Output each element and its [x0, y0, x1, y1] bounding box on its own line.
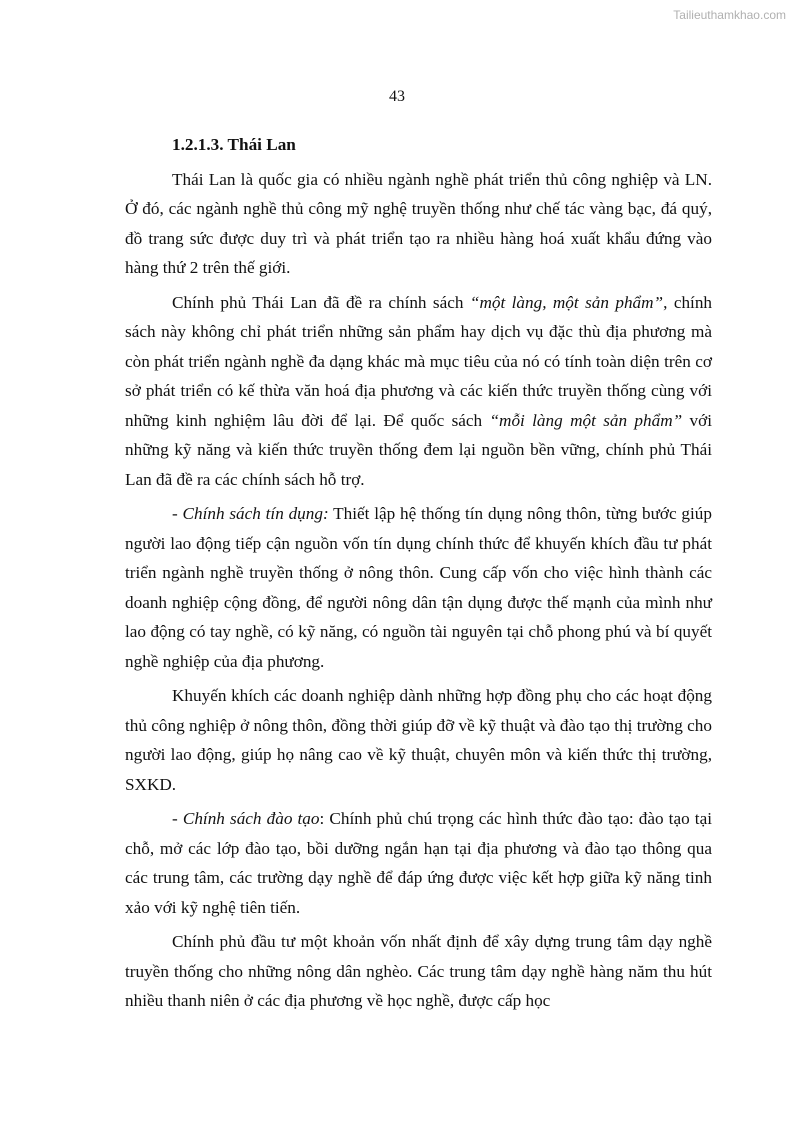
- paragraph-4: Khuyến khích các doanh nghiệp dành những hợp đồng phụ cho các hoạt động thủ công nghiệp ở nông thôn, đồng thời giúp đỡ về kỹ thuật và đào tạo thị trường cho người lao động, giúp họ nâng cao về kỹ thuật, chuyên môn và kiến thức thị trường, SXKD.: [125, 686, 712, 794]
- paragraph-2-italic-policy-2: “mỗi làng một sản phẩm”: [489, 410, 683, 430]
- credit-policy-prefix: -: [172, 504, 183, 523]
- credit-policy-text: Thiết lập hệ thống tín dụng nông thôn, từng bước giúp người lao động tiếp cận nguồn vốn tín dụng chính thức để khuyến khích đầu tư phát triển ngành nghề truyền thống ở nông thôn. Cung cấp vốn cho việc hình thành các doanh nghiệp cộng đồng, để người nông dân tận dụng được thế mạnh của mình như lao động có tay nghề, có kỹ năng, có nguồn tài nguyên tại chỗ phong phú và bí quyết nghề nghiệp của địa phương.: [125, 504, 712, 671]
- section-heading: 1.2.1.3. Thái Lan: [172, 135, 296, 154]
- paragraph-credit-policy: [125, 499, 712, 676]
- paragraph-training-policy: [125, 804, 712, 922]
- paragraph-1: Thái Lan là quốc gia có nhiều ngành nghề phát triển thủ công nghiệp và LN. Ở đó, các ngành nghề thủ công mỹ nghệ truyền thống như chế tác vàng bạc, đá quý, đồ trang sức được duy trì và phát triển tạo ra nhiều hàng hoá xuất khẩu đứng vào hàng thứ 2 trên thế giới.: [125, 169, 712, 277]
- paragraph-6: Chính phủ đầu tư một khoản vốn nhất định để xây dựng trung tâm dạy nghề truyền thống cho những nông dân nghèo. Các trung tâm dạy nghề hàng năm thu hút nhiều thanh niên ở các địa phương về học nghề, được cấp học: [125, 932, 712, 1010]
- paragraph-2-text-e: với những kỹ năng và kiến thức truyền thống đem lại nguồn bền vững, chính phủ Thái Lan đã đề ra các chính sách hỗ trợ.: [125, 410, 712, 489]
- document-body: [125, 130, 712, 1016]
- page-number: 43: [389, 88, 405, 105]
- paragraph-2: [125, 288, 712, 495]
- training-policy-prefix: -: [172, 809, 183, 828]
- watermark: Tailieuthamkhao.com: [673, 8, 786, 22]
- paragraph-2-italic-policy-1: “một làng, một sản phẩm”: [469, 292, 664, 312]
- training-policy-text: : Chính phủ chú trọng các hình thức đào tạo: đào tạo tại chỗ, mở các lớp đào tạo, bồi dưỡng ngắn hạn tại địa phương và đào tạo thông qua các trung tâm, các trường dạy nghề để đáp ứng được việc kết hợp giữa kỹ năng tinh xảo với kỹ nghệ tiên tiến.: [125, 809, 712, 917]
- training-policy-label: Chính sách đào tạo: [182, 809, 320, 828]
- paragraph-2-text-c: , chính sách này không chỉ phát triển những sản phẩm hay dịch vụ đặc thù địa phương mà còn phát triển ngành nghề đa dạng khác mà mục tiêu của nó có tính toàn diện trên cơ sở phát triển có kế thừa văn hoá địa phương và các kiến thức truyền thống cùng với những kinh nghiệm lâu đời để lại. Để quốc sách: [125, 292, 713, 430]
- credit-policy-label: Chính sách tín dụng:: [182, 504, 329, 523]
- paragraph-2-text-a: Chính phủ Thái Lan đã đề ra chính sách: [172, 292, 470, 312]
